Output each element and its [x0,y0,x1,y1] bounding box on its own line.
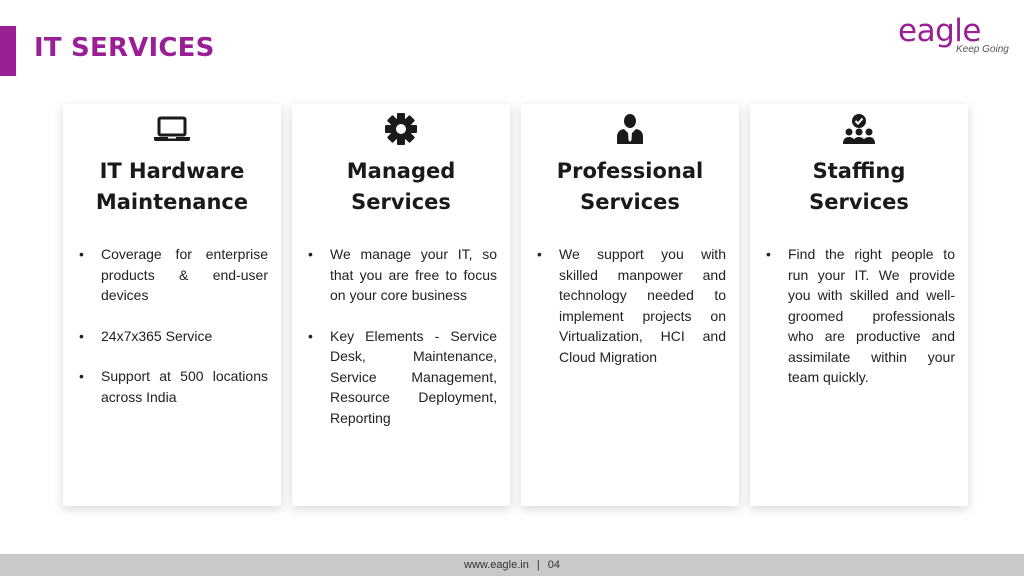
title-accent-bar [0,26,16,76]
bullet-item: • Coverage for enterprise products & end-user devices [77,244,268,306]
card-title [521,156,739,218]
card-title [750,156,968,218]
card-title-line: Managed [346,159,456,183]
bullet-list [306,244,497,448]
card-title [63,156,281,218]
page-number: 04 [547,559,560,571]
card-title-line: Staffing [812,159,906,183]
card-title [292,156,510,218]
bullet-list [764,244,955,408]
bullet-item: • We manage your IT, so that you are free to focus on your core business [306,244,497,306]
gear-icon [292,114,510,144]
logo-wordmark: eagle [898,13,981,49]
bullet-list [77,244,268,427]
footer [0,554,1024,576]
bullet-item: • Support at 500 locations across India [77,366,268,407]
footer-website: www.eagle.in [464,559,529,571]
card-title-line: Maintenance [95,190,249,214]
bullet-item: • Key Elements - Service Desk, Maintenance, Service Management, Resource Deployment, Reporting [306,326,497,429]
card-title-line: Services [580,190,680,214]
page-title: IT SERVICES [34,33,215,63]
card-staffing-services [750,104,968,506]
bullet-item: • 24x7x365 Service [77,326,268,347]
laptop-icon [63,114,281,144]
professional-person-icon [521,114,739,144]
team-check-icon [750,114,968,144]
card-title-line: Services [809,190,909,214]
card-managed-services [292,104,510,506]
card-title-line: IT Hardware [99,159,245,183]
logo-tagline: Keep Going [956,44,1009,55]
card-professional-services [521,104,739,506]
card-title-line: Professional [556,159,704,183]
bullet-list [535,244,726,387]
bullet-item: • Find the right people to run your IT. We provide you with skilled and well-groomed professionals who are productive and assimilate within your team quickly. [764,244,955,388]
bullet-item: • We support you with skilled manpower and technology needed to implement projects on Virtualization, HCI and Cloud Migration [535,244,726,367]
footer-separator: | [536,559,540,571]
eagle-logo [898,14,1008,60]
card-it-hardware-maintenance [63,104,281,506]
card-title-line: Services [351,190,451,214]
